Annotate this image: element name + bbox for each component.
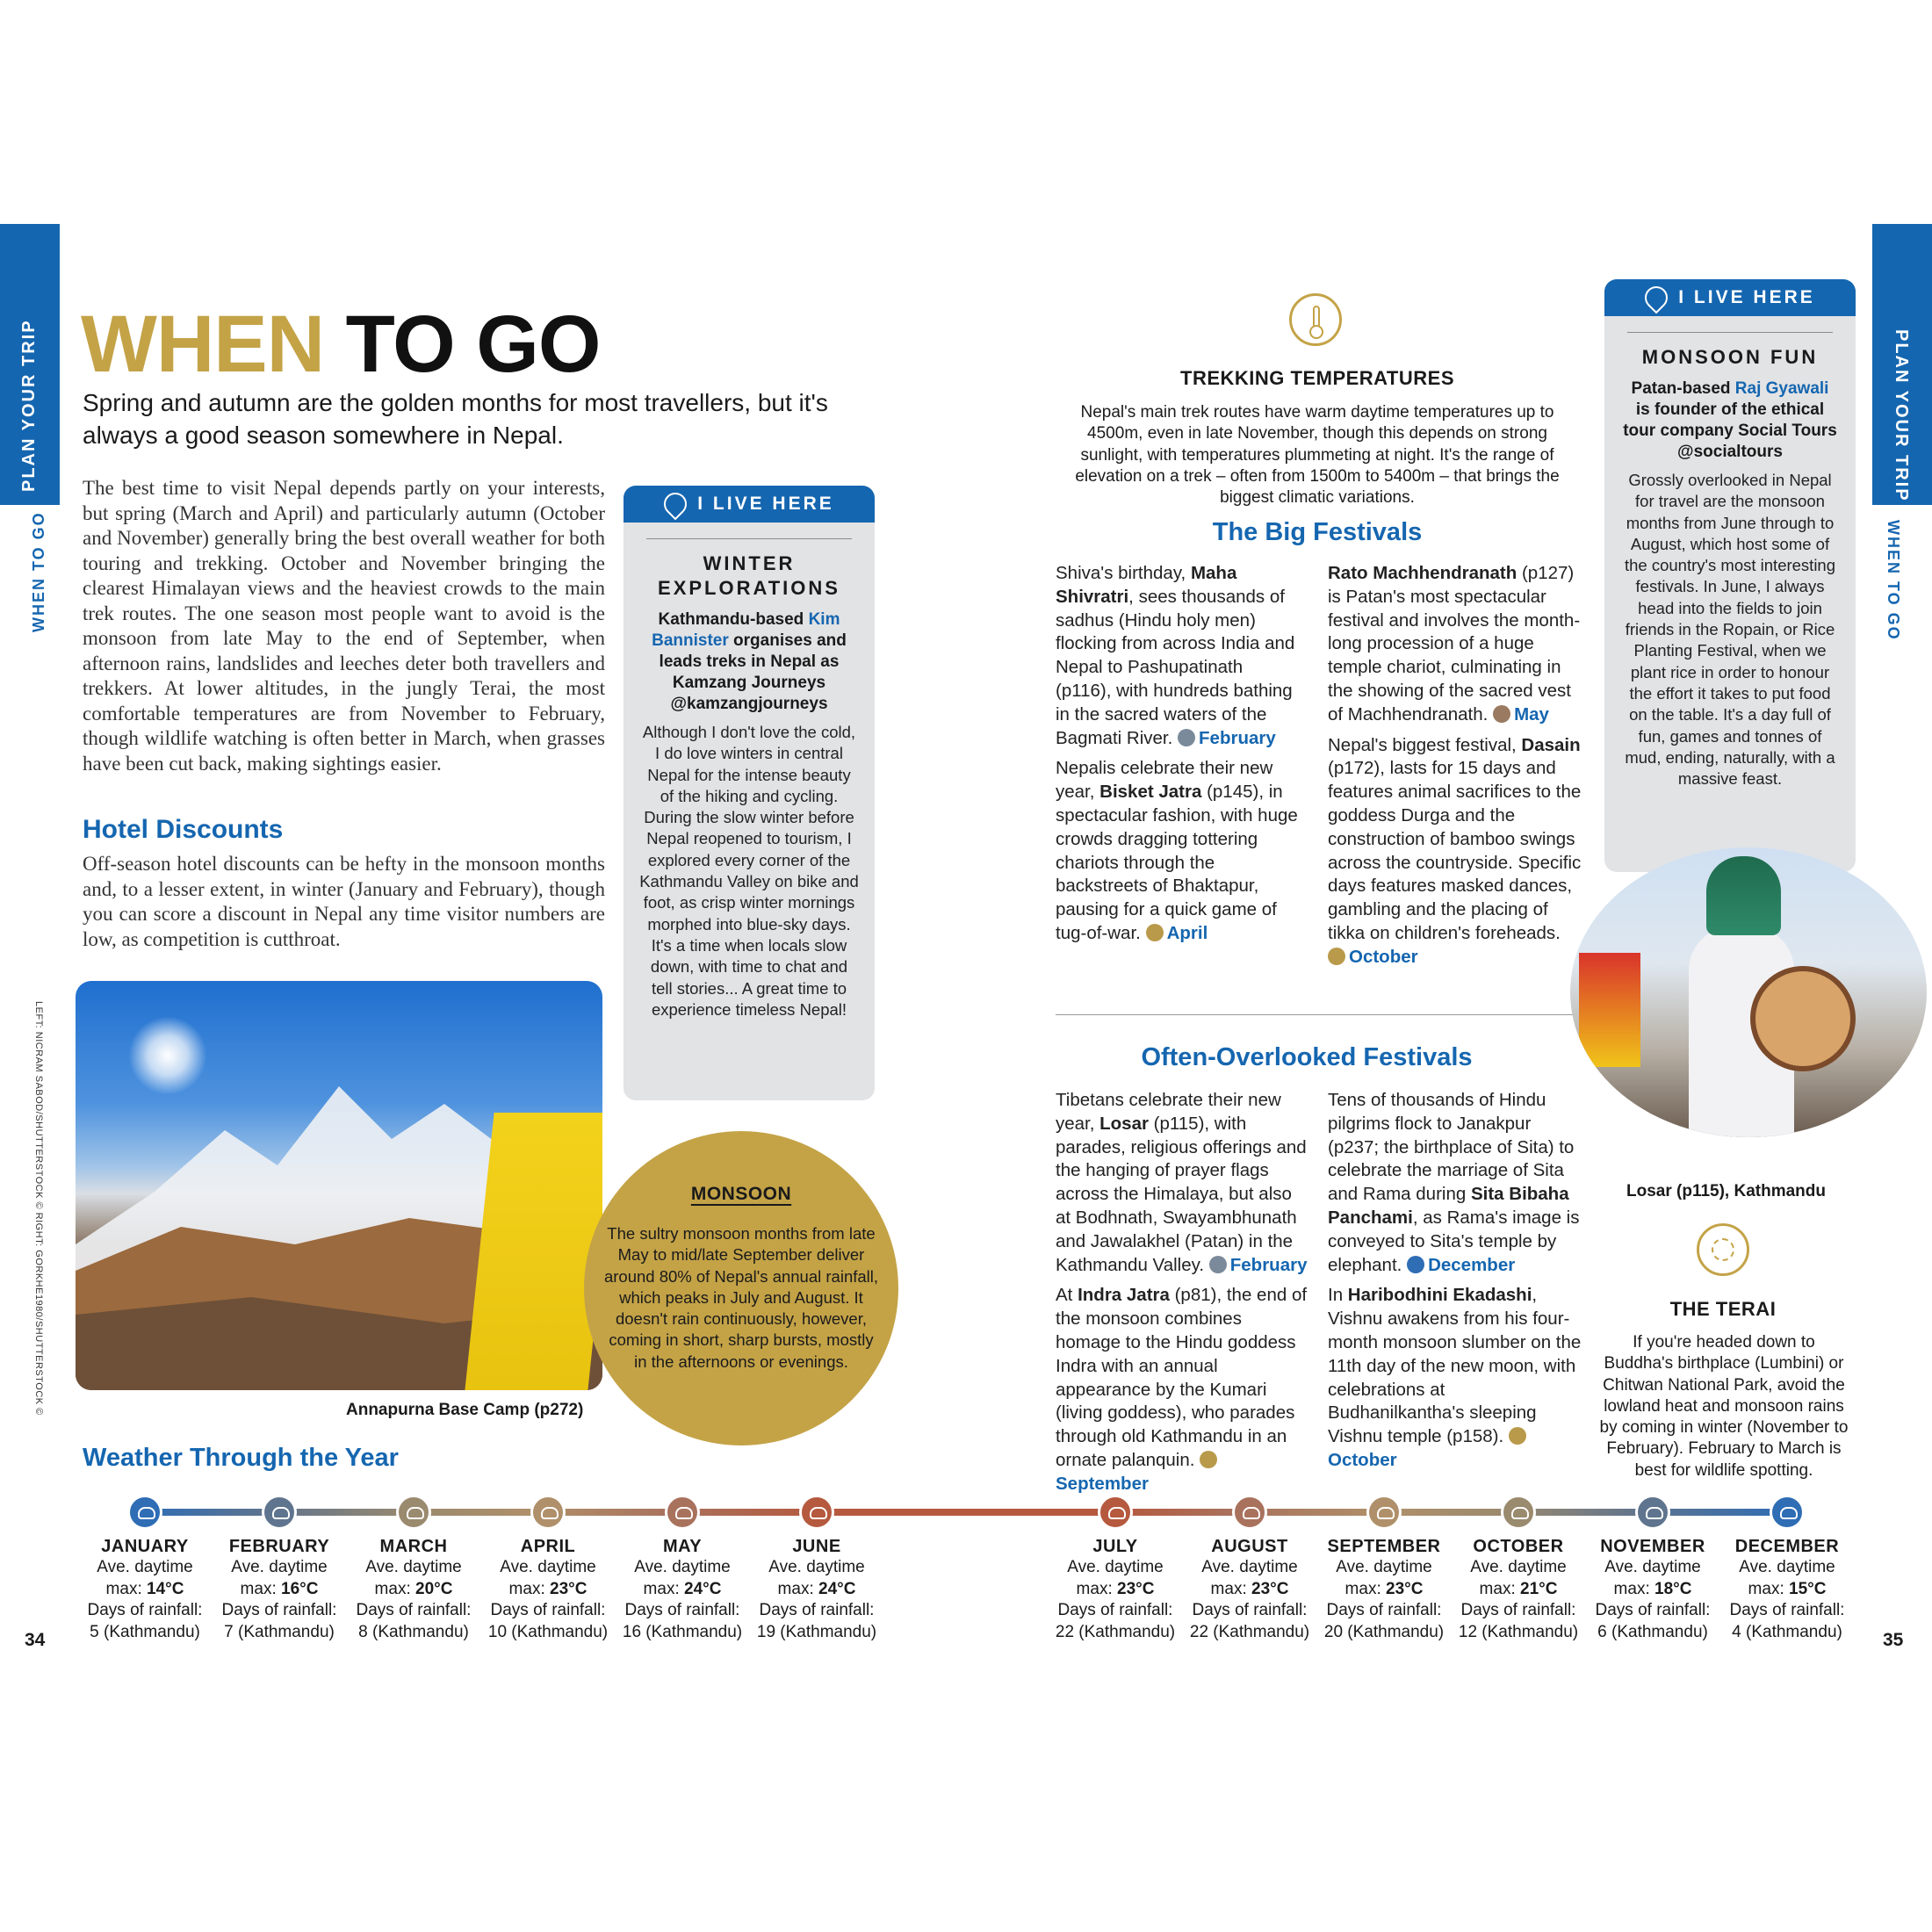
rain-days: 20 (Kathmandu) [1323, 1622, 1445, 1641]
month-december [1721, 1537, 1853, 1643]
rain-label: Days of rainfall: [1192, 1601, 1308, 1619]
festival-entry: At Indra Jatra (p81), the end of the monsoon combines homage to the Hindu goddess Indra with an annual appearance by the Kumari (living goddess), who parades through old Kathmandu in an ornate palanquin. September [1056, 1285, 1308, 1494]
big-festivals-heading: The Big Festivals [1212, 518, 1423, 546]
festival-entry: Nepal's biggest festival, Dasain (p172), lasts for 15 days and features animal sacrifices to the goddess Durga and the construction of bamboo swings across the countryside. Specific days features masked dances, gambling and the placing of tikka on children's foreheads. October [1328, 734, 1582, 967]
sun-icon [1697, 1223, 1749, 1276]
sun-icon [1407, 1256, 1424, 1273]
festival-entry: Tens of thousands of Hindu pilgrims flock to Janakpur (p237; the birthplace of Sita) to celebrate the marriage of Sita and Rama during Sita Bibaha Panchami, as Rama's image is conveyed to Sita's temple by elephant. December [1328, 1090, 1580, 1275]
month-name: MAY [662, 1537, 703, 1556]
live-here-intro: Patan-based Raj Gyawali is founder of the ethical tour company Social Tours @socialtours [1623, 379, 1837, 461]
weather-icon [665, 1495, 700, 1530]
live-here-text: Grossly overlooked in Nepal for travel are the monsoon months from June through to August, which host some of the country's most interesting festivals. In June, I always head into the fields to join friends in the Ropain, or Rice Planting Festival, when we plant rice in order to honour the effort it takes to put food on the table. It's a day full of fun, games and tonnes of mud, ending, naturally, with a massive feast. [1624, 471, 1836, 789]
temp-label: Ave. daytime [97, 1558, 193, 1576]
month-name: JULY [1092, 1537, 1138, 1556]
monsoon-title: MONSOON [690, 1184, 792, 1204]
page-number-left: 34 [25, 1630, 46, 1650]
live-here-label: I LIVE HERE [1678, 287, 1815, 307]
festival-entry: Nepalis celebrate their new year, Bisket Jatra (p145), in spectacular fashion, with huge crowds dragging tottering chariots through the backstreets of Bhaktapur, pausing for a quick game of tug-of-war. April [1056, 758, 1298, 943]
live-here-title: MONSOON FUN [1641, 346, 1819, 368]
month-name: DECEMBER [1734, 1537, 1840, 1556]
divider [1627, 332, 1833, 333]
weather-icon [1178, 729, 1195, 746]
big-festivals-col2 [1328, 562, 1582, 977]
rain-days: 8 (Kathmandu) [358, 1622, 469, 1641]
weather-icon [262, 1495, 297, 1530]
hotel-body: Off-season hotel discounts can be hefty in the monsoon months and, to a lesser extent, in winter (January and February), though you can score a discount in Nepal any time visitor numbers are low, as competition is cutthroat. [83, 853, 605, 950]
weather-icon [127, 1495, 162, 1530]
photo-losar [1570, 847, 1927, 1137]
rain-days: 6 (Kathmandu) [1597, 1622, 1708, 1641]
max-temp: max: 24°C [777, 1579, 856, 1598]
rain-label: Days of rainfall: [1460, 1601, 1576, 1619]
rain-days: 22 (Kathmandu) [1055, 1622, 1176, 1641]
overlooked-heading: Often-Overlooked Festivals [1141, 1043, 1473, 1071]
weather-icon [530, 1495, 566, 1530]
weather-icon [1232, 1495, 1267, 1530]
temp-label: Ave. daytime [1067, 1558, 1164, 1576]
month-june [751, 1537, 883, 1643]
photo-left-caption: Annapurna Base Camp (p272) [346, 1401, 584, 1419]
weather-icon [1635, 1495, 1670, 1530]
rain-days: 10 (Kathmandu) [487, 1622, 609, 1641]
rain-label: Days of rainfall: [490, 1601, 606, 1619]
weather-icon [1200, 1451, 1217, 1468]
festival-entry: Rato Machhendranath (p127) is Patan's most spectacular festival and involves the month-long procession of a huge temple chariot, culminating in the showing of the sacred vest of Machhendranath. May [1328, 563, 1581, 724]
weather-icon [1098, 1495, 1133, 1530]
max-temp: max: 23°C [508, 1579, 588, 1598]
rain-days: 4 (Kathmandu) [1732, 1622, 1842, 1641]
month-february [213, 1537, 345, 1643]
intro-body: The best time to visit Nepal depends partly on your interests, but spring (March and April) and particularly autumn (October and November) generally bring the best overall weather for both touring and trekking. October and November bringing the clearest Himalayan views and the heaviest crowds to the main trek routes. The one season most people want to avoid is the monsoon from late May to the end of September, when afternoon rains, landslides and leeches deter both travellers and trekkers. At lower altitudes, in the jungly Terai, the most comfortable temperatures are from November to February, though wildlife watching is often better in March, when grasses have been cut back, making sightings easier. [83, 477, 605, 775]
drum [1750, 966, 1856, 1071]
headdress [1706, 856, 1781, 935]
rain-label: Days of rainfall: [1057, 1601, 1173, 1619]
live-here-box-right [1604, 279, 1856, 872]
temp-label: Ave. daytime [1739, 1558, 1835, 1576]
rain-days: 19 (Kathmandu) [756, 1622, 877, 1641]
hotel-heading: Hotel Discounts [83, 815, 284, 844]
max-temp: max: 23°C [1076, 1579, 1155, 1598]
max-temp: max: 21°C [1479, 1579, 1558, 1598]
max-temp: max: 23°C [1210, 1579, 1289, 1598]
month-march [348, 1537, 479, 1643]
weather-icon [1770, 1495, 1805, 1530]
live-here-label: I LIVE HERE [697, 494, 834, 514]
author-name: Kim Bannister [652, 610, 840, 650]
timeline-bar-middle [821, 1509, 1115, 1516]
month-name: JUNE [792, 1537, 841, 1556]
temp-label: Ave. daytime [365, 1558, 462, 1576]
big-festivals-col1 [1056, 562, 1303, 953]
max-temp: max: 18°C [1613, 1579, 1692, 1598]
overlooked-col1 [1056, 1089, 1310, 1503]
map-pin-icon [660, 488, 692, 521]
rain-label: Days of rainfall: [221, 1601, 337, 1619]
month-may [616, 1537, 748, 1643]
festival-entry: Shiva's birthday, Maha Shivratri, sees thousands of sadhus (Hindu holy men) flocking from across India and Nepal to Pashupatinath (p116), with hundreds bathing in the sacred waters of the Bagmati River. February [1056, 563, 1295, 748]
weather-icon [1146, 924, 1164, 941]
temp-label: Ave. daytime [634, 1558, 731, 1576]
terai-text: If you're headed down to Buddha's birthplace (Lumbini) or Chitwan National Park, avoid the lowland heat and monsoon rains by coming in winter (November to February). February to March is best for wildlife spotting. [1599, 1333, 1849, 1480]
photo-right-caption: Losar (p115), Kathmandu [1626, 1182, 1826, 1200]
max-temp: max: 23°C [1344, 1579, 1424, 1598]
page-title [81, 299, 600, 391]
temp-label: Ave. daytime [1201, 1558, 1298, 1576]
live-here-text: Although I don't love the cold, I do love winters in central Nepal for the intense beauty of the hiking and cycling. During the slow winter before Nepal reopened to tourism, I explored every corner of the Kathmandu Valley on bike and foot, as crisp winter mornings morphed into blue-sky days. It's a time when locals slow down, with time to chat and tell stories... A great time to experience timeless Nepal! [639, 723, 859, 1019]
photo-annapurna [76, 981, 602, 1390]
rain-days: 7 (Kathmandu) [224, 1622, 335, 1641]
month-august [1184, 1537, 1316, 1643]
page-number-right: 35 [1883, 1630, 1904, 1650]
section-divider [1056, 1014, 1582, 1015]
rain-label: Days of rainfall: [759, 1601, 875, 1619]
overlooked-col2 [1328, 1089, 1582, 1480]
live-here-tag [624, 486, 875, 523]
terai-title: THE TERAI [1669, 1298, 1777, 1320]
left-subsection-label: WHEN TO GO [30, 511, 47, 632]
divider [646, 538, 852, 539]
monsoon-callout [584, 1131, 898, 1445]
month-november [1587, 1537, 1719, 1643]
rain-label: Days of rainfall: [1326, 1601, 1442, 1619]
max-temp: max: 14°C [105, 1579, 184, 1598]
festival-entry: Tibetans celebrate their new year, Losar (p115), with parades, religious offerings and the hanging of prayer flags across the Himalaya, but also at Bodhnath, Swayambhunath and Jawalakhel (Patan) in the Kathmandu Valley. February [1056, 1090, 1308, 1275]
left-section-label: PLAN YOUR TRIP [19, 319, 39, 492]
live-here-tag [1604, 279, 1856, 316]
map-pin-icon [1640, 282, 1673, 314]
right-subsection-label: WHEN TO GO [1885, 520, 1902, 641]
weather-icon [1501, 1495, 1536, 1530]
weather-icon [1366, 1495, 1402, 1530]
flag-left [1579, 953, 1640, 1067]
trekking-title: TREKKING TEMPERATURES [1180, 367, 1454, 389]
month-name: FEBRUARY [228, 1537, 330, 1556]
weather-icon [396, 1495, 431, 1530]
sun-icon [1509, 1427, 1526, 1445]
temp-label: Ave. daytime [231, 1558, 328, 1576]
month-name: NOVEMBER [1600, 1537, 1705, 1556]
monsoon-text: The sultry monsoon months from late May to mid/late September deliver around 80% of Nepal's annual rainfall, which peaks in July and August. It doesn't rain continuously, however, coming in short, sharp bursts, mostly in the afternoons or evenings. [603, 1224, 879, 1371]
max-temp: max: 16°C [240, 1579, 319, 1598]
temp-label: Ave. daytime [768, 1558, 865, 1576]
title-part-1: WHEN [81, 299, 325, 389]
temp-label: Ave. daytime [500, 1558, 596, 1576]
temp-label: Ave. daytime [1470, 1558, 1567, 1576]
month-october [1453, 1537, 1584, 1643]
live-here-title: WINTER EXPLORATIONS [658, 552, 840, 599]
timeline-bar-left [145, 1509, 821, 1516]
rain-label: Days of rainfall: [87, 1601, 203, 1619]
rain-days: 22 (Kathmandu) [1189, 1622, 1310, 1641]
month-september [1318, 1537, 1450, 1643]
rain-label: Days of rainfall: [624, 1601, 740, 1619]
rain-days: 5 (Kathmandu) [90, 1622, 200, 1641]
rain-label: Days of rainfall: [1729, 1601, 1845, 1619]
month-name: AUGUST [1211, 1537, 1288, 1556]
max-temp: max: 20°C [374, 1579, 453, 1598]
max-temp: max: 24°C [643, 1579, 722, 1598]
lead-paragraph: Spring and autumn are the golden months for most travellers, but it's always a good season somewhere in Nepal. [83, 389, 828, 449]
month-name: OCTOBER [1473, 1537, 1564, 1556]
weather-icon [799, 1495, 834, 1530]
rain-days: 16 (Kathmandu) [622, 1622, 743, 1641]
live-here-intro: Kathmandu-based Kim Bannister organises and leads treks in Nepal as Kamzang Journeys @kamzangjourneys [652, 610, 847, 713]
live-here-box-left [624, 486, 875, 1100]
month-name: APRIL [520, 1537, 576, 1556]
thermometer-icon [1289, 293, 1342, 346]
max-temp: max: 15°C [1748, 1579, 1827, 1598]
author-name: Raj Gyawali [1734, 379, 1829, 398]
timeline-bar-right [1115, 1509, 1791, 1516]
month-name: SEPTEMBER [1327, 1537, 1441, 1556]
weather-icon [1493, 705, 1510, 723]
festival-entry: In Haribodhini Ekadashi, Vishnu awakens from his four-month monsoon slumber on the 11th day of the new moon, with celebrations at Budhanilkantha's sleeping Vishnu temple (p158). October [1328, 1285, 1582, 1470]
rain-label: Days of rainfall: [1595, 1601, 1711, 1619]
rain-label: Days of rainfall: [356, 1601, 472, 1619]
temp-label: Ave. daytime [1604, 1558, 1701, 1576]
right-section-label: PLAN YOUR TRIP [1892, 329, 1911, 502]
sun-icon [1328, 948, 1345, 965]
photo-credit: LEFT: NICRAM SABOD/SHUTTERSTOCK © RIGHT: GORKHE1980/SHUTTERSTOCK © [33, 1001, 44, 1416]
title-part-2: TO GO [345, 299, 601, 389]
rain-days: 12 (Kathmandu) [1458, 1622, 1579, 1641]
weather-icon [1209, 1256, 1227, 1273]
trekking-text: Nepal's main trek routes have warm daytime temperatures up to 4500m, even in late November, though this depends on strong sunlight, with temperatures plummeting at night. It's the range of elevation on a trek – often from 1500m to 5400m – that brings the biggest climatic variations. [1075, 403, 1560, 508]
month-january [79, 1537, 211, 1643]
temp-label: Ave. daytime [1336, 1558, 1432, 1576]
month-july [1049, 1537, 1181, 1643]
month-april [482, 1537, 614, 1643]
month-name: MARCH [379, 1537, 448, 1556]
month-name: JANUARY [101, 1537, 189, 1556]
weather-heading: Weather Through the Year [83, 1444, 399, 1472]
